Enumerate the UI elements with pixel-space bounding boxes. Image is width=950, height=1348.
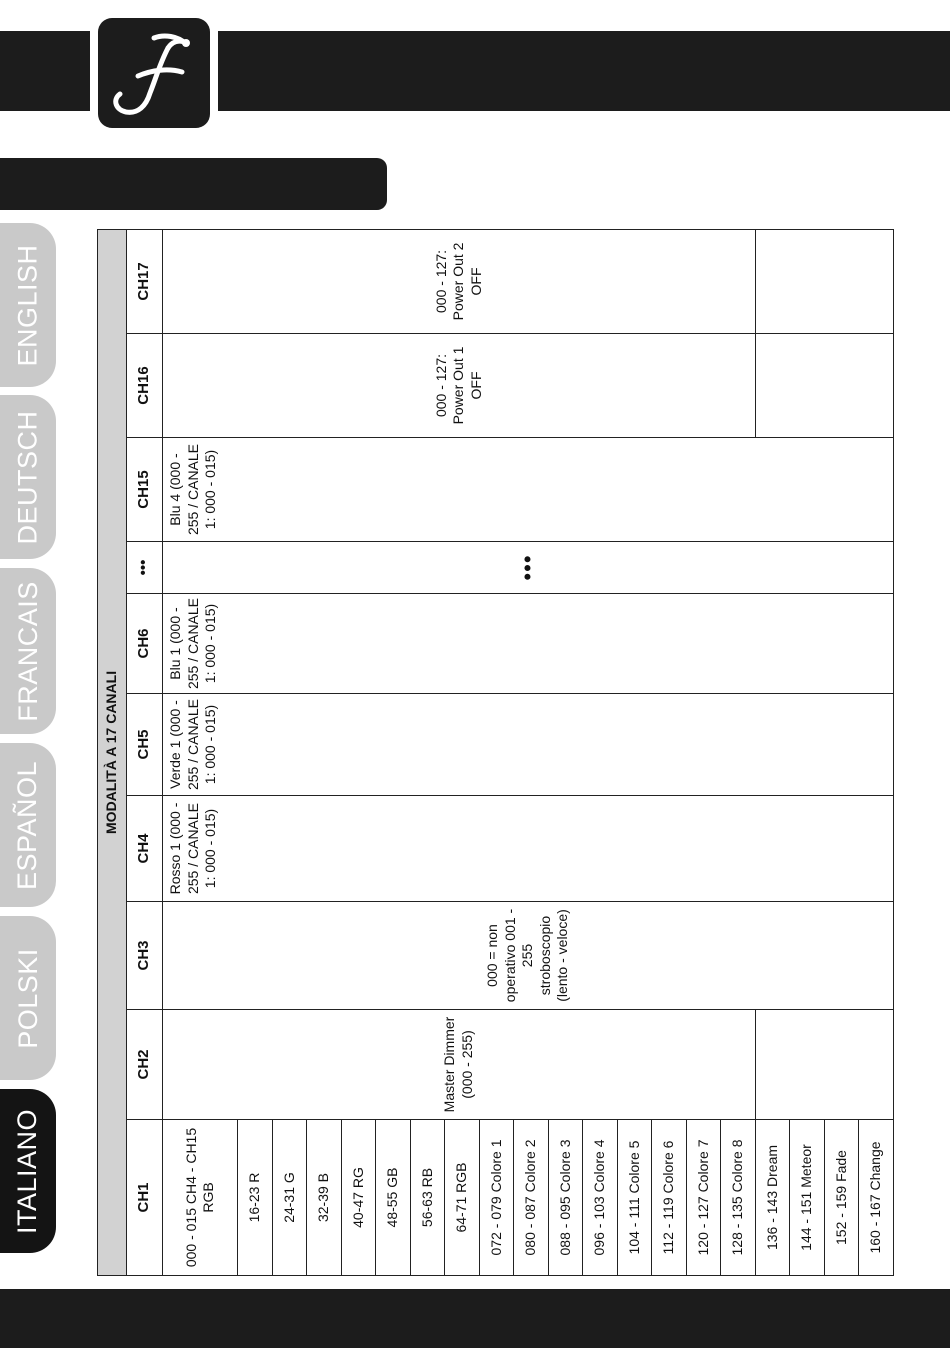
header-band-left xyxy=(0,31,90,111)
ch1-cell: 16-23 R xyxy=(238,1120,273,1276)
ch1-cell: 160 - 167 Change xyxy=(859,1120,894,1276)
header-ch16: CH16 xyxy=(127,334,163,438)
lizard-logo-icon xyxy=(98,18,210,128)
ellipsis-cell: ••• xyxy=(163,542,894,594)
ch2-cell: Master Dimmer (000 - 255) xyxy=(163,1010,756,1120)
table-row xyxy=(163,229,238,1275)
ch1-cell: 24-31 G xyxy=(272,1120,307,1276)
ch1-cell: 088 - 095 Colore 3 xyxy=(548,1120,583,1276)
ch16-cell: 000 - 127: Power Out 1 OFF xyxy=(163,334,756,438)
ch5-cell: Verde 1 (000 - 255 / CANALE 1: 000 - 015) xyxy=(163,694,894,796)
table-caption: MODALITÀ A 17 CANALI xyxy=(98,229,127,1275)
ch1-cell: 136 - 143 Dream xyxy=(755,1120,790,1276)
ch6-cell: Blu 1 (000 - 255 / CANALE 1: 000 - 015) xyxy=(163,594,894,694)
tab-label: POLSKI xyxy=(12,947,43,1049)
header-ch17: CH17 xyxy=(127,229,163,333)
tab-espanol[interactable] xyxy=(0,743,56,907)
ch1-cell: 40-47 RG xyxy=(341,1120,376,1276)
ch17-cell: 000 - 127: Power Out 2 OFF xyxy=(163,229,756,333)
ch1-cell: 096 - 103 Colore 4 xyxy=(583,1120,618,1276)
ch1-cell: 56-63 RB xyxy=(410,1120,445,1276)
tab-label: ITALIANO xyxy=(12,1108,43,1234)
header-ch5: CH5 xyxy=(127,694,163,796)
brand-logo xyxy=(98,18,210,128)
ch1-cell: 32-39 B xyxy=(307,1120,342,1276)
header-ch6: CH6 xyxy=(127,594,163,694)
channel-table xyxy=(97,230,899,1276)
ch1-cell: 112 - 119 Colore 6 xyxy=(652,1120,687,1276)
ch1-cell: 120 - 127 Colore 7 xyxy=(686,1120,721,1276)
ch1-cell: 080 - 087 Colore 2 xyxy=(514,1120,549,1276)
ch1-cell: 000 - 015 CH4 - CH15 RGB xyxy=(163,1120,238,1276)
header-ch15: CH15 xyxy=(127,438,163,542)
ch1-cell: 144 - 151 Meteor xyxy=(790,1120,825,1276)
header-ch1: CH1 xyxy=(127,1120,163,1276)
header-ellipsis: ••• xyxy=(127,542,163,594)
ch1-cell: 072 - 079 Colore 1 xyxy=(479,1120,514,1276)
tab-italiano[interactable] xyxy=(0,1089,56,1253)
ch16-empty-cell xyxy=(755,334,893,438)
tab-english[interactable] xyxy=(0,223,56,387)
section-title-bar xyxy=(0,158,387,210)
header-ch2: CH2 xyxy=(127,1010,163,1120)
tab-deutsch[interactable] xyxy=(0,395,56,559)
header-ch4: CH4 xyxy=(127,796,163,902)
tab-francais[interactable] xyxy=(0,568,56,734)
tab-label: FRANCAIS xyxy=(12,580,43,722)
footer-band xyxy=(0,1289,950,1348)
header-ch3: CH3 xyxy=(127,902,163,1010)
ch4-cell: Rosso 1 (000 - 255 / CANALE 1: 000 - 015) xyxy=(163,796,894,902)
tab-label: ESPAÑOL xyxy=(12,760,43,890)
tab-label: DEUTSCH xyxy=(12,409,43,545)
ch1-cell: 128 - 135 Colore 8 xyxy=(721,1120,756,1276)
ch2-empty-cell xyxy=(755,1010,893,1120)
ch17-empty-cell xyxy=(755,229,893,333)
ch15-cell: Blu 4 (000 - 255 / CANALE 1: 000 - 015) xyxy=(163,438,894,542)
ch1-cell: 104 - 111 Colore 5 xyxy=(617,1120,652,1276)
ch3-cell: 000 = non operativo 001 - 255 stroboscopio (lento - veloce) xyxy=(163,902,894,1010)
tab-label: ENGLISH xyxy=(12,243,43,367)
header-band-right xyxy=(218,31,950,111)
ch1-cell: 64-71 RGB xyxy=(445,1120,480,1276)
ch1-cell: 48-55 GB xyxy=(376,1120,411,1276)
ch1-cell: 152 - 159 Fade xyxy=(824,1120,859,1276)
tab-polski[interactable] xyxy=(0,916,56,1080)
